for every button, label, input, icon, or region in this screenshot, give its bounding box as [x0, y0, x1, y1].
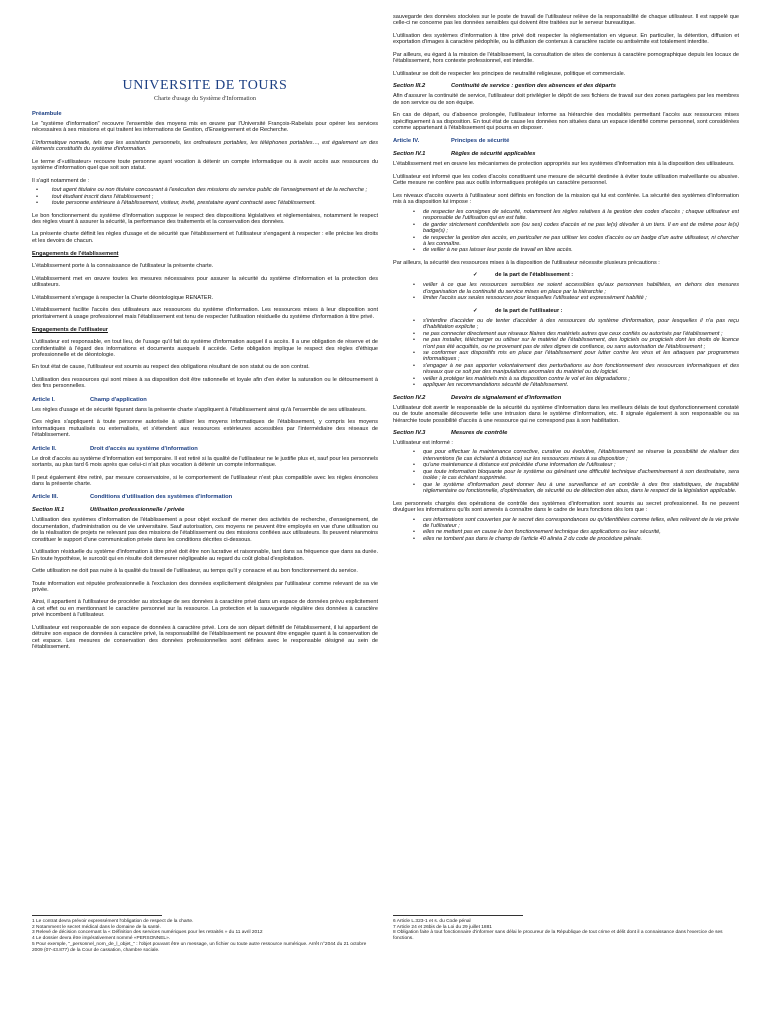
professional-secrecy-list: [393, 517, 739, 543]
section-heading: [32, 507, 378, 514]
paragraph: Ainsi, il appartient à l'utilisateur de procéder au stockage de ses données à caractère privé dans un espace de données prévu explicitement à cet effet ou en mentionnant le caractère personnel sur la ressource. La protection et la sauvegarde régulière des données à caractère privé incombent à l'utilisateur.: [32, 599, 378, 619]
section-title: Devoirs de signalement et d'information: [451, 394, 562, 401]
paragraph: Cette utilisation ne doit pas nuire à la qualité du travail de l'utilisateur, au temps qu'il y consacre et au bon fonctionnement du service.: [32, 568, 358, 575]
section-heading: [393, 151, 739, 158]
preambule-heading: Préambule: [32, 111, 62, 117]
bullet-icon: •: [413, 221, 415, 228]
section-title: Règles de sécurité applicables: [451, 151, 536, 158]
bullet-icon: •: [413, 535, 415, 542]
list-item-text: limiter l'accès aux seules ressources pour lesquelles l'utilisateur est expressément habilité ;: [423, 295, 647, 302]
paragraph: L'utilisation des systèmes d'information à titre privé doit respecter la réglementation en vigueur. En particulier, la détention, diffusion et exportation d'images à caractère pédophile, ou la diffusion de contenus à caractère raciste ou antisémite est totalement interdite.: [393, 32, 739, 46]
paragraph: Le "système d'information" recouvre l'ensemble des moyens mis en œuvre par l'Université François-Rabelais pour opérer les services nécessaires à ses missions et qui traitent les informations de Gestion, d'Enseignement et de Recherche.: [32, 121, 378, 134]
list-item-text: que toute information bloquante pour le système ou générant une difficulté technique d'acheminement à son destinataire, sera isolée ; le cas échéant supprimée.: [423, 468, 739, 482]
list-item: [393, 350, 739, 363]
checkmark-icon: ✓: [473, 272, 478, 279]
paragraph: Ces règles s'appliquent à toute personne autorisée à utiliser les moyens informatiques de l'établissement, y compris les moyens informatiques mutualisés ou externalisés, et s'étendent aux ressources extérieures accessibles par l'intermédiaire des réseaux de l'établissement.: [32, 419, 378, 439]
paragraph: Les personnels chargés des opérations de contrôle des systèmes d'information sont soumis au secret professionnel. Ils ne peuvent divulguer les informations qu'ils sont amenés à connaître dans le cadre de leurs fonctions dès lors que :: [393, 500, 739, 514]
list-item: [393, 536, 739, 542]
engagements-utilisateur-heading: Engagements de l'utilisateur: [32, 327, 108, 334]
list-item: [393, 337, 739, 350]
list-item-text: que le système d'information peut donner lieu à une surveillance et un contrôle à des fins statistiques, de traçabilité réglementaire ou fonctionnelle, d'optimisation, de sécurité ou de détection des abus, dans le respect de la législation applicable.: [423, 481, 739, 495]
bullet-icon: •: [413, 375, 415, 382]
footnote: 8 Obligation faite à tout fonctionnaire d'informer sans délai le procureur de la République de tout crime et délit dont il a connaissance dans l'exercice de ses fonctions.: [393, 930, 723, 942]
list-item: [393, 222, 739, 235]
footnote: 3 Relevé de décision concernant la « Définition des services numériques pour les retraités » du 11 avril 2012: [32, 930, 263, 936]
footnote: 2 Notamment le secret médical dans le domaine de la santé.: [32, 924, 161, 930]
section-heading: [393, 430, 739, 437]
list-item: [393, 382, 739, 388]
bullet-icon: •: [413, 349, 415, 356]
user-security-duties-list: [393, 209, 739, 254]
paragraph: Le terme d'«utilisateur» recouvre toute personne ayant vocation à détenir un compte informatique ou à avoir accès aux ressources du système d'information quel que soit son statut.: [32, 158, 378, 172]
article-title: Droit d'accès au système d'information: [90, 445, 198, 452]
footnote: 1 Le contrat devra prévoir expressément l'obligation de respect de la charte.: [32, 919, 194, 924]
checkmark-heading-text: de la part de l'utilisateur :: [495, 307, 563, 314]
paragraph: Les niveaux d'accès ouverts à l'utilisateur sont définis en fonction de la mission qui lui est conférée. La sécurité des systèmes d'information mis à sa disposition lui impose :: [393, 192, 739, 206]
paragraph: Le droit d'accès au système d'information est temporaire. Il est retiré si la qualité de l'utilisateur ne le justifie plus et, sauf pour les personnels sortants, au plus tard 6 mois après que celui-ci n'ait plus vocation à détenir un compte informatique.: [32, 455, 378, 469]
section-number: Section III.1: [32, 507, 65, 514]
checkmark-heading-text: de la part de l'établissement :: [495, 272, 574, 279]
article-number: Article I.: [32, 396, 55, 403]
paragraph: En cas de départ, ou d'absence prolongée, l'utilisateur informe sa hiérarchie des modalités permettant l'accès aux ressources mises spécifiquement à sa disposition. En tout état de cause les données non situées dans un espace identifié comme personnel, sont considérées comme appartenant à l'établissement qui pourra en disposer.: [393, 112, 739, 131]
list-item-text: veiller à protéger les matériels mis à sa disposition contre le vol et les dégradations ;: [423, 375, 630, 382]
article-heading: [393, 138, 739, 145]
section-number: Section IV.1: [393, 151, 426, 158]
paragraph: L'établissement met en œuvre toutes les mesures nécessaires pour assurer la sécurité du système d'information et la protection des utilisateurs.: [32, 275, 378, 289]
paragraph: L'établissement facilite l'accès des utilisateurs aux ressources du système d'information. Les ressources mises à leur disposition sont prioritairement à usage professionnel mais l'établissement est tenu de respecter l'utilisation résiduelle du système d'information à titre privé.: [32, 307, 378, 320]
document-subtitle: Charte d'usage du Système d'Information: [154, 95, 256, 102]
paragraph: L'utilisation des ressources qui sont mises à sa disposition doit être rationnelle et loyale afin d'en éviter la saturation ou le détournement à des fins personnelles.: [32, 376, 378, 390]
paragraph: L'établissement s'engage à respecter la Charte déontologique RENATER.: [32, 294, 214, 301]
bullet-icon: •: [413, 382, 415, 389]
paragraph: L'établissement met en œuvre les mécanismes de protection appropriés sur les systèmes d'information mis à la disposition des utilisateurs.: [393, 161, 735, 168]
paragraph: En tout état de cause, l'utilisateur est soumis au respect des obligations résultant de son statut ou de son contrat.: [32, 364, 310, 371]
footnotes-left: [32, 915, 378, 953]
bullet-icon: •: [413, 208, 415, 215]
paragraph: L'établissement porte à la connaissance de l'utilisateur la présente charte.: [32, 263, 214, 270]
article-title: Champ d'application: [90, 396, 147, 403]
list-item-text: s'engager à ne pas apporter volontairement des perturbations au bon fonctionnement des ressources informatiques et des réseaux que ce soit par des manipulations anormales du matériel ou du logiciel.: [423, 362, 739, 376]
paragraph: Par ailleurs, la sécurité des ressources mises à la disposition de l'utilisateur nécessite plusieurs précautions :: [393, 259, 660, 266]
section-heading: [393, 395, 739, 402]
bullet-icon: •: [413, 337, 415, 344]
list-item: [393, 282, 739, 295]
list-item-text: appliquer les recommandations sécurité de l'établissement.: [423, 382, 569, 389]
paragraph: Il s'agit notamment de :: [32, 177, 90, 184]
footnotes-right: [393, 915, 739, 942]
left-column: [32, 14, 378, 1024]
list-item-text: veiller à ce que les ressources sensibles ne soient accessibles qu'aux personnes habilitées, en dehors des mesures d'organisation de la continuité du service mises en place par la hiérarchie ;: [423, 282, 739, 295]
article-number: Article IV.: [393, 138, 420, 145]
paragraph: Le bon fonctionnement du système d'information suppose le respect des dispositions législatives et réglementaires, notamment le respect des règles visant à assurer la sécurité, la performance des traitements et la conservation des données.: [32, 212, 378, 225]
bullet-icon: •: [413, 295, 415, 302]
bullet-icon: •: [413, 449, 415, 456]
paragraph: L'utilisation résiduelle du système d'information à titre privé doit être non lucrative et raisonnable, tant dans sa fréquence que dans sa durée. En toute hypothèse, le surcoût qui en résulte doit demeurer négligeable au regard du coût global d'exploitation.: [32, 549, 378, 562]
user-categories-list: [32, 187, 378, 206]
list-item-text: ces informations sont couvertes par le secret des correspondances ou qu'identifiées comme telles, elles relèvent de la vie privée de l'utilisateur ;: [423, 516, 739, 530]
bullet-icon: •: [413, 462, 415, 469]
list-item: [393, 482, 739, 495]
list-item-text: tout étudiant inscrit dans l'établissement ;: [52, 193, 154, 200]
checkmark-heading: [393, 272, 739, 279]
engagements-etablissement-heading: Engagements de l'établissement: [32, 251, 119, 258]
footnote-divider: [393, 915, 523, 916]
list-item-text: que pour effectuer la maintenance corrective, curative ou évolutive, l'établissement se réserve la possibilité de réaliser des interventions (le cas échéant à distance) sur les ressources mises à sa disposition ;: [423, 449, 739, 462]
checkmark-heading: [393, 308, 739, 315]
list-item-text: de respecter les consignes de sécurité, notamment les règles relatives à la gestion des codes d'accès ; chaque utilisateur est responsable de l'utilisation qui en est faite.: [423, 208, 739, 222]
right-column: [393, 14, 739, 1024]
bullet-icon: •: [413, 468, 415, 475]
establishment-precautions-list: [393, 282, 739, 301]
paragraph: sauvegarde des données stockées sur le poste de travail de l'utilisateur relève de la responsabilité de chaque utilisateur. Il est rappelé que celle-ci ne concerne pas les données sensibles qui doivent être traitées sur le serveur bureautique.: [393, 14, 739, 27]
bullet-icon: •: [413, 317, 415, 324]
bullet-icon: •: [36, 200, 38, 207]
list-item: [393, 209, 739, 222]
list-item: [393, 517, 739, 530]
list-item: [393, 363, 739, 376]
list-item-text: s'interdire d'accéder ou de tenter d'accéder à des ressources du système d'information, pour lesquelles il n'a pas reçu d'habilitation explicite ;: [423, 317, 739, 331]
user-precautions-list: [393, 318, 739, 389]
bullet-icon: •: [413, 282, 415, 289]
paragraph: L'informatique nomade, tels que les assistants personnels, les ordinateurs portables, les téléphones portables…, est également un des éléments constitutifs du système d'information.: [32, 139, 378, 153]
bullet-icon: •: [413, 247, 415, 254]
section-number: Section IV.3: [393, 430, 426, 437]
paragraph: L'utilisateur se doit de respecter les principes de neutralité religieuse, politique et commerciale.: [393, 70, 626, 77]
footnote: 4 Le dossier devra être impérativement nommé «PERSONNEL».: [32, 936, 171, 942]
paragraph: L'utilisateur est responsable de son espace de données à caractère privé. Lors de son départ définitif de l'établissement, il lui appartient de détruire son espace de données à caractère privé, la responsabilité de l'établissement ne pouvant être engagée quant à la conservation de cet espace. Les mesures de conservation des données professionnelles sont définies avec le responsable désigné au sein de l'établissement.: [32, 624, 378, 651]
list-item-text: de respecter la gestion des accès, en particulier ne pas utiliser les codes d'accès ou un badge d'un autre utilisateur, ni chercher à les connaître.: [423, 234, 739, 247]
paragraph: L'utilisateur est informé que les codes d'accès constituent une mesure de sécurité destinée à éviter toute utilisation malveillante ou abusive. Cette mesure ne confère pas aux outils informatiques protégés un caractère personnel.: [393, 173, 739, 187]
footnote: 5 Pour exemple, "_personnel_nom_de_l_objet_" : l'objet pouvant être un message, un fichier ou toute autre ressource numérique. Arrêt n°2044 du 21 octobre 2009 (07-43.877) de la Cour de cassation, chambre sociale.: [32, 941, 367, 953]
bullet-icon: •: [413, 330, 415, 337]
paragraph: L'utilisateur est responsable, en tout lieu, de l'usage qu'il fait du système d'information auquel il a accès. Il a une obligation de réserve et de confidentialité à l'égard des informations et documents auxquels il accède. Cette obligation implique le respect des règles d'éthique professionnelle et de déontologie.: [32, 339, 378, 358]
paragraph: Par ailleurs, eu égard à la mission de l'établissement, la consultation de sites de contenus à caractère pornographique depuis les locaux de l'établissement, hors contexte professionnel, est interdite.: [393, 51, 739, 65]
bullet-icon: •: [413, 481, 415, 488]
list-item-text: se conformer aux dispositifs mis en place par l'établissement pour lutter contre les virus et les attaques par programmes informatiques ;: [423, 349, 739, 363]
list-item-text: ne pas installer, télécharger ou utiliser sur le matériel de l'établissement, des logiciels ou progiciels dont les droits de licence n'ont pas été acquittés, ou ne provenant pas de sites dignes de confiance, ou sans autorisation de l'établissement ;: [423, 337, 739, 350]
paragraph: La présente charte définit les règles d'usage et de sécurité que l'établissement et l'utilisateur s'engagent à respecter : elle précise les droits et les devoirs de chacun.: [32, 231, 378, 244]
bullet-icon: •: [36, 187, 38, 194]
section-title: Continuité de service : gestion des absences et des départs: [451, 83, 616, 90]
list-item: [393, 469, 739, 482]
section-heading: [393, 83, 739, 90]
article-heading: [32, 397, 378, 404]
list-item: [393, 247, 739, 253]
paragraph: L'utilisateur est informé :: [393, 440, 453, 447]
list-item-text: elles ne tombent pas dans le champ de l'article 40 alinéa 2 du code de procédure pénale.: [423, 535, 643, 542]
paragraph: Toute information est réputée professionnelle à l'exclusion des données explicitement désignées par l'utilisateur comme relevant de sa vie privée.: [32, 580, 378, 594]
list-item-text: de garder strictement confidentiels son (ou ses) codes d'accès et ne pas le(s) dévoiler à un tiers. Il en est de même pour le(s) badge(s) ;: [423, 221, 739, 235]
list-item-text: elles ne mettent pas en cause le bon fonctionnement technique des applications ou leur sécurité,: [423, 529, 661, 536]
article-number: Article III.: [32, 494, 59, 501]
section-title: Utilisation professionnelle / privée: [90, 507, 185, 514]
article-title: Conditions d'utilisation des systèmes d'information: [90, 494, 233, 501]
list-item: [393, 318, 739, 331]
footnote: 6 Article L.323-1 et s. du Code pénal: [393, 919, 471, 924]
bullet-icon: •: [413, 516, 415, 523]
article-title: Principes de sécurité: [451, 138, 510, 145]
section-number: Section IV.2: [393, 394, 426, 401]
paragraph: Les règles d'usage et de sécurité figurant dans la présente charte s'appliquent à l'établissement ainsi qu'à l'ensemble de ses utilisateurs.: [32, 406, 367, 413]
list-item: [393, 449, 739, 462]
list-item-text: tout agent titulaire ou non titulaire concourant à l'exécution des missions du service public de l'enseignement et de la recherche ;: [52, 187, 368, 194]
bullet-icon: •: [36, 193, 38, 200]
list-item-text: ne pas connecter directement aux réseaux filaires des matériels autres que ceux confiés ou autorisés par l'établissement ;: [423, 330, 723, 337]
list-item-text: de veiller à ne pas laisser leur poste de travail en libre accès.: [423, 247, 573, 254]
footnote-divider: [32, 915, 162, 916]
list-item-text: qu'une maintenance à distance est précédée d'une information de l'utilisateur ;: [423, 462, 616, 469]
checkmark-icon: ✓: [473, 307, 478, 314]
paragraph: Il peut également être retiré, par mesure conservatoire, si le comportement de l'utilisateur n'est plus compatible avec les règles énoncées dans la présente charte.: [32, 474, 378, 487]
article-heading: [32, 446, 378, 453]
list-item-text: toute personne extérieure à l'établissement, visiteur, invité, prestataire ayant contracté avec l'établissement.: [52, 200, 316, 207]
section-title: Mesures de contrôle: [451, 430, 508, 437]
list-item: [32, 200, 378, 206]
bullet-icon: •: [413, 234, 415, 241]
document-title: UNIVERSITE DE TOURS: [122, 78, 288, 93]
article-heading: [32, 494, 378, 501]
paragraph: Afin d'assurer la continuité de service, l'utilisateur doit privilégier le dépôt de ses fichiers de travail sur des zones partagées par les membres de son service ou de son équipe.: [393, 93, 739, 106]
bullet-icon: •: [413, 362, 415, 369]
list-item: [393, 235, 739, 248]
control-measures-list: [393, 449, 739, 494]
paragraph: L'utilisation des systèmes d'information de l'établissement a pour objet exclusif de mener des activités de recherche, d'enseignement, de documentation, d'administration ou de vie universitaire. Sauf autorisation, ces moyens ne peuvent être employés en vue d'une utilisation ou de la réalisation de projets ne relevant pas des missions de l'établissement ou des missions confiées aux utilisateurs. Ils peuvent néanmoins constituer le support d'une communication privée dans les conditions décrites ci-dessous.: [32, 517, 378, 543]
paragraph: L'utilisateur doit avertir le responsable de la sécurité du système d'information dans les meilleurs délais de tout dysfonctionnement constaté ou de toute anomalie découverte telle une intrusion dans le système d'information, etc. Il signale également à son responsable ou sa hiérarchie toute possibilité d'accès à une ressource qui ne correspond pas à son habilitation.: [393, 404, 739, 424]
article-number: Article II.: [32, 445, 57, 452]
footnote: 7 Article 24 et 26bis de la Loi du 29 juillet 1881: [393, 924, 492, 930]
bullet-icon: •: [413, 529, 415, 536]
list-item: [393, 295, 739, 301]
section-number: Section III.2: [393, 83, 426, 90]
